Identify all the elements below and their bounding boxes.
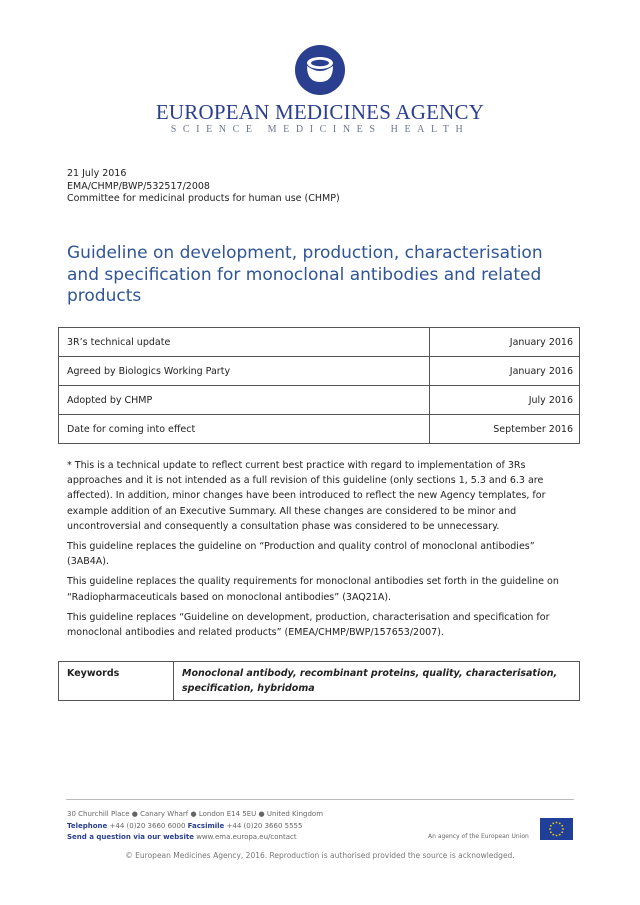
keywords-table <box>58 661 580 701</box>
fax-number: +44 (0)20 3660 5555 <box>226 821 303 830</box>
agency-name: EUROPEAN MEDICINES AGENCY <box>155 100 485 124</box>
technical-update-note: * This is a technical update to reflect current best practice with regard to implementation of 3Rs approaches and it is not intended as a full revision of this guideline (only sections 1, 5.3 and 6.3 are affected). In addition, minor changes have been introduced to reflect the new Agency templates, for example addition of an Executive Summary. All these changes are considered to be minor and uncontroversial and consequently a consultation phase was considered to be unnecessary. <box>67 460 546 532</box>
milestone-date: January 2016 <box>430 328 580 357</box>
body-text <box>67 458 577 645</box>
milestone-date: September 2016 <box>430 415 580 444</box>
eu-agency-label: An agency of the European Union <box>428 833 529 840</box>
committee-name: Committee for medicinal products for human use (CHMP) <box>67 193 340 204</box>
eu-star-icon <box>549 828 551 830</box>
keywords-value: Monoclonal antibody, recombinant proteins, quality, characterisation, specification, hybridoma <box>174 662 580 701</box>
eu-flag-icon <box>540 818 573 840</box>
document-title: Guideline on development, production, characterisation and specification for monoclonal antibodies and related products <box>67 243 543 306</box>
eu-star-icon <box>559 834 561 836</box>
replacement-note: This guideline replaces the quality requirements for monoclonal antibodies set forth in the guideline on “Radiopharmaceuticals based on monoclonal antibodies” (3AQ21A). <box>67 576 559 603</box>
milestone-date: January 2016 <box>430 357 580 386</box>
replacement-note: This guideline replaces “Guideline on development, production, characterisation and specification for monoclonal antibodies and related products” (EMEA/CHMP/BWP/157653/2007). <box>67 611 550 639</box>
question-label: Send a question via our website <box>67 833 194 841</box>
eu-star-icon <box>550 825 552 827</box>
eu-star-icon <box>561 831 563 833</box>
agency-tagline: SCIENCE MEDICINES HEALTH <box>170 124 470 135</box>
ema-logo-icon <box>294 44 346 96</box>
table-row <box>59 328 580 357</box>
document-meta <box>67 168 340 206</box>
telephone-number: +44 (0)20 3660 6000 <box>109 821 186 830</box>
milestone-label: Date for coming into effect <box>59 415 430 444</box>
eu-star-icon <box>550 831 552 833</box>
date-table <box>58 327 580 444</box>
eu-star-icon <box>552 822 554 824</box>
footer-contact <box>67 809 323 844</box>
footer-website-line <box>67 832 323 844</box>
eu-star-icon <box>552 834 554 836</box>
fax-label: Facsimile <box>187 821 225 830</box>
document-date: 21 July 2016 <box>67 168 127 179</box>
table-row <box>59 357 580 386</box>
footer-address: 30 Churchill Place ● Canary Wharf ● London E14 5EU ● United Kingdom <box>67 810 324 818</box>
eu-star-icon <box>556 835 558 837</box>
footer-phone-line <box>67 821 323 833</box>
agency-logo <box>0 44 640 136</box>
table-row <box>59 386 580 415</box>
telephone-label: Telephone <box>67 821 108 830</box>
eu-star-icon <box>556 822 558 824</box>
eu-star-icon <box>562 828 564 830</box>
footer-divider <box>66 799 574 800</box>
milestone-label: Agreed by Biologics Working Party <box>59 357 430 386</box>
milestone-label: 3R’s technical update <box>59 328 430 357</box>
eu-star-icon <box>559 822 561 824</box>
copyright-notice: © European Medicines Agency, 2016. Reproduction is authorised provided the source is acknowledged. <box>125 851 515 860</box>
keywords-label: Keywords <box>59 662 174 701</box>
table-row <box>59 415 580 444</box>
milestone-date: July 2016 <box>430 386 580 415</box>
document-reference: EMA/CHMP/BWP/532517/2008 <box>67 180 210 192</box>
milestone-label: Adopted by CHMP <box>59 386 430 415</box>
eu-star-icon <box>561 825 563 827</box>
website-link[interactable]: www.ema.europa.eu/contact <box>196 833 297 841</box>
table-row <box>59 662 580 701</box>
replacement-note: This guideline replaces the guideline on “Production and quality control of monoclonal antibodies” (3AB4A). <box>67 541 535 568</box>
